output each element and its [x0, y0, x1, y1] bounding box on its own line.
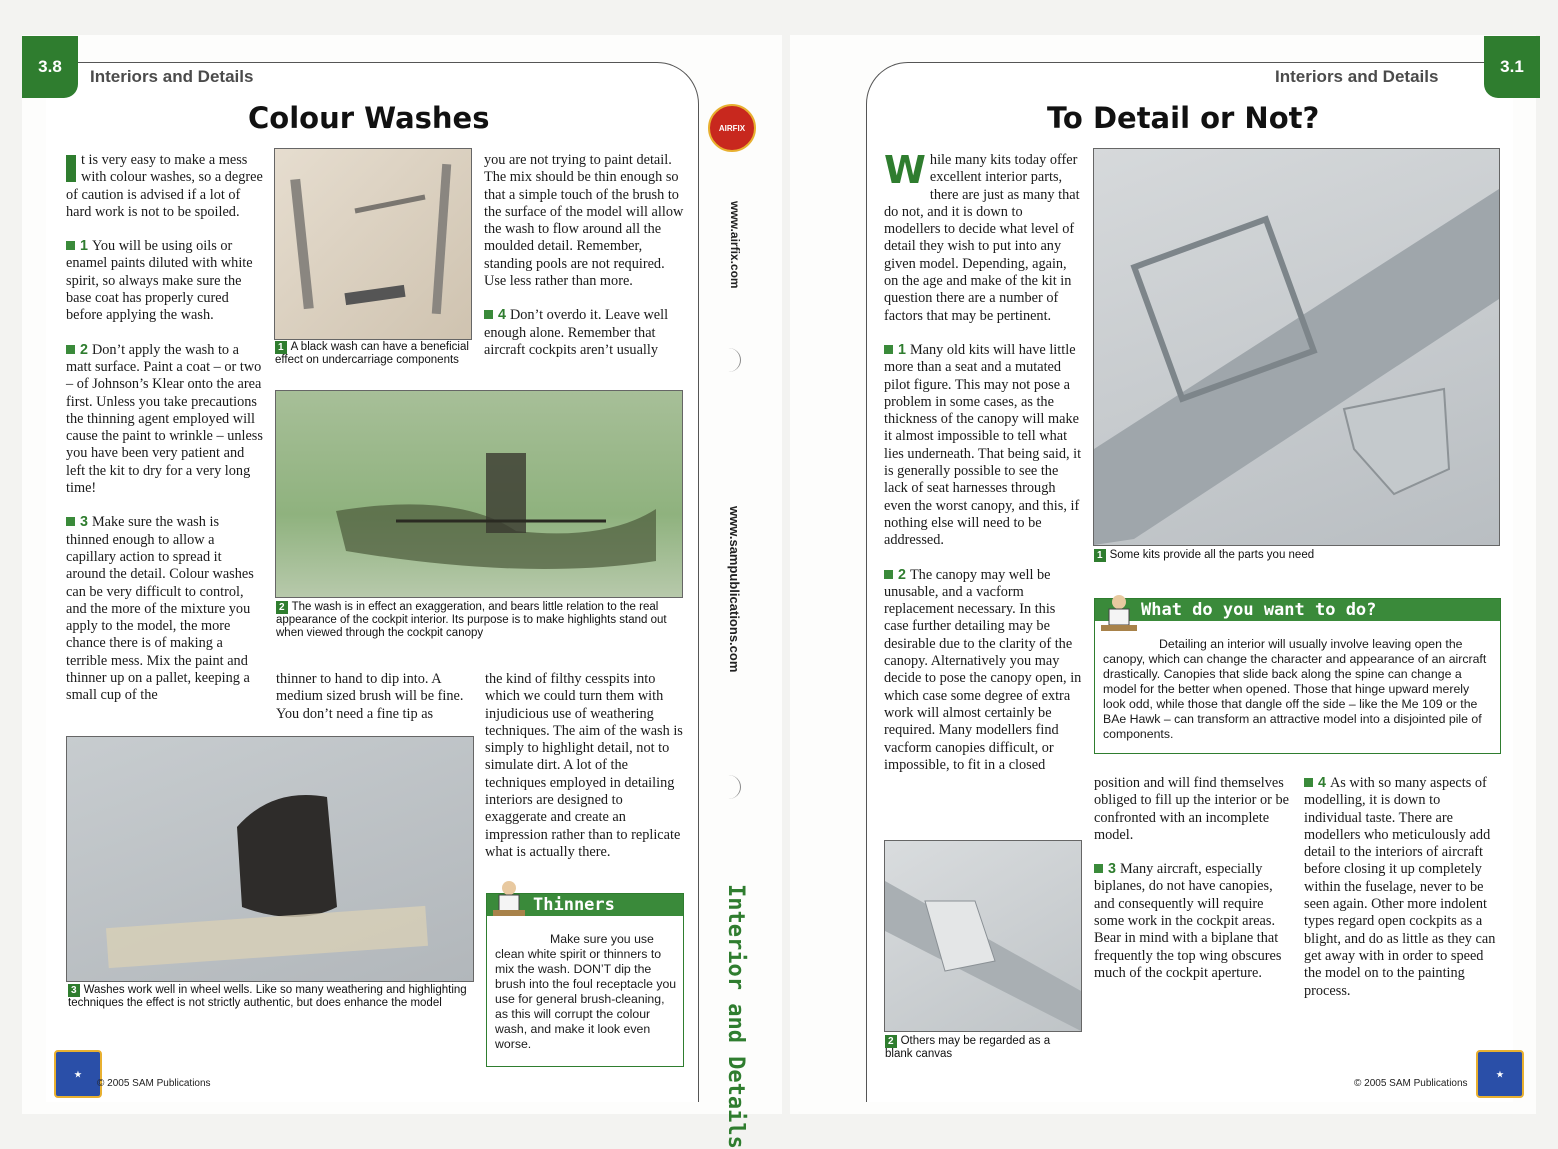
caption-2-right: 2 Others may be regarded as a blank canvas — [885, 1035, 1051, 1060]
thinners-box-text: Make sure you use clean white spirit or thinners to mix the wash. DON’T dip the brush into the foul receptacle you use for general brush-cleaning, as this will corrupt the colour wash, and make it look even worse. — [495, 932, 677, 1051]
thinners-box-title: Thinners — [487, 894, 683, 916]
left-page-title: Colour Washes — [248, 101, 490, 135]
right-page-number: 3.1 — [1484, 36, 1540, 98]
right-page-title: To Detail or Not? — [1047, 101, 1320, 135]
undercarriage-graphic — [275, 149, 471, 339]
photo-wheel-well — [66, 736, 474, 982]
drop-cap-i — [66, 155, 76, 182]
modeller-figure-icon — [491, 880, 527, 920]
caption-2-left: 2 The wash is in effect an exaggeration, and bears little relation to the real appearance of the cockpit interior. Its purpose is to make highlights stand out when viewed through the cockpit canopy — [276, 601, 667, 639]
modeller-figure-icon — [1099, 593, 1139, 639]
vertical-title-bottom: Interior and Details — [723, 884, 748, 1149]
binder-hole — [716, 775, 741, 799]
what-do-you-want-box — [1094, 598, 1501, 754]
sam-logo-icon: ★ — [1476, 1050, 1524, 1098]
caption-3-left: 3 Washes work well in wheel wells. Like so many weathering and highlighting techniques the effect is not strictly authentic, but does enhance the model — [68, 984, 467, 1009]
right-col-1: While many kits today offer excellent interior parts, there are just as many that do not, and it is down to modellers to decide what level of detail they wish to put into any given model. Depending, again, on the age and make of the kit in question there are a number of factors that may be pertinent. 1 Many old kits will have little more than a seat and a mutated pilot figure. This may not pose a problem in some cases, as the thickness of the canopy will make it almost impossible to tell what lies underneath. That being said, it is generally possible to see the lack of seat harnesses through even the worst canopy, and this, if nothing else will need to be addressed. 2 The canopy may well be unusable, and a vacform replacement necessary. In this case further detailing may be desirable due to the clarity of the canopy. Alternatively you may decide to pose the canopy open, in which case some degree of extra work will almost certainly be required. Many modellers find vacform canopies difficult, or impossible, to fit in a closed — [884, 148, 1082, 773]
left-section-header: Interiors and Details — [90, 67, 254, 86]
binder-hole — [716, 348, 741, 372]
right-section-header: Interiors and Details — [1275, 67, 1439, 86]
sam-url-vertical: www.sampublications.com — [727, 506, 742, 673]
photo-kit-parts — [1093, 148, 1500, 546]
what-do-you-want-text: Detailing an interior will usually involve leaving open the canopy, which can change the character and appearance of an aircraft drastically. Canopies that slide back along the spine can change a model for the better when opened. Those that hinge upward merely look odd, while those that dangle off the side – like the Me 109 or the BAe Hawk – can transform an attractive model into a disjointed pile of components. — [1103, 637, 1487, 741]
photo-undercarriage — [274, 148, 472, 340]
sam-logo-icon: ★ — [54, 1050, 102, 1098]
drop-cap-w: W — [884, 148, 926, 192]
blank-canvas-graphic — [885, 841, 1081, 1031]
right-copyright: © 2005 SAM Publications — [1354, 1078, 1468, 1089]
photo-cockpit-wash — [275, 390, 683, 598]
wheel-well-graphic — [67, 737, 473, 981]
left-col-3-top: you are not trying to paint detail. The mix should be thin enough so that a simple touch of the brush to the surface of the model will allow the wash to flow around all the moulded detail. Remember, standing pools are not required. Use less rather than more. 4 Don’t overdo it. Leave well enough alone. Remember that aircraft cockpits aren’t usually — [484, 152, 684, 358]
left-col-3-bottom: the kind of filthy cesspits into which we could turn them with injudicious use of weathering techniques. The aim of the wash is simply to highlight detail, not to simulate dirt. A lot of the techniques employed in detailing interiors are designed to exaggerate and create an impression rather than to replicate what is actually there. — [485, 671, 683, 860]
left-col-1: t is very easy to make a mess with colour washes, so a degree of caution is advised if a lot of hard work is not to be spoiled. 1 You will be using oils or enamel paints diluted with white spirit, so always make sure the base coat has properly cured before applying the wash. 2 Don’t apply the wash to a matt surface. Paint a coat – or two – of Johnson’s Klear onto the area first. Unless you take precautions the thinning agent employed will cause the paint to wrinkle – unless you have been very patient and left the kit to dry for a very long time! 3 Make sure the wash is thinned enough to allow a capillary action to spread it around the detail. Colour washes can be very difficult to control, and the more of the mixture you apply to the model, the more chance there is of making a terrible mess. Mix the paint and thinner up on a pallet, keeping a small cup of the — [66, 152, 263, 704]
photo-blank-canvas — [884, 840, 1082, 1032]
caption-1-left: 1 A black wash can have a beneficial effect on undercarriage components — [275, 341, 469, 366]
right-col-2: position and will find themselves obliged to fill up the interior or be confronted with an incomplete model. 3 Many aircraft, especially biplanes, do not have canopies, and consequently will require some work in the cockpit areas. Bear in mind with a biplane that frequently the top wing obscures much of the cockpit aperture. — [1094, 775, 1289, 981]
caption-1-right: 1 Some kits provide all the parts you need — [1094, 549, 1494, 562]
cockpit-graphic — [276, 391, 682, 597]
left-page-number: 3.8 — [22, 36, 78, 98]
kit-parts-graphic — [1094, 149, 1499, 545]
what-do-you-want-title: What do you want to do? — [1095, 599, 1500, 621]
url-top-vertical: www.airfix.com — [728, 201, 742, 289]
left-col-2-bottom: thinner to hand to dip into. A medium sized brush will be fine. You don’t need a fine tip as — [276, 671, 464, 722]
thinners-box — [486, 893, 684, 1067]
right-col-3: 4 As with so many aspects of modelling, it is down to individual taste. There are modellers who meticulously add detail to the interiors of aircraft before closing it up completely within the fuselage, never to be seen again. Other more indolent types regard open cockpits as a blight, and do as little as they can get away with in order to speed the model on to the painting process. — [1304, 775, 1496, 999]
left-copyright: © 2005 SAM Publications — [97, 1078, 211, 1089]
airfix-logo-top: AIRFIX — [708, 104, 756, 152]
